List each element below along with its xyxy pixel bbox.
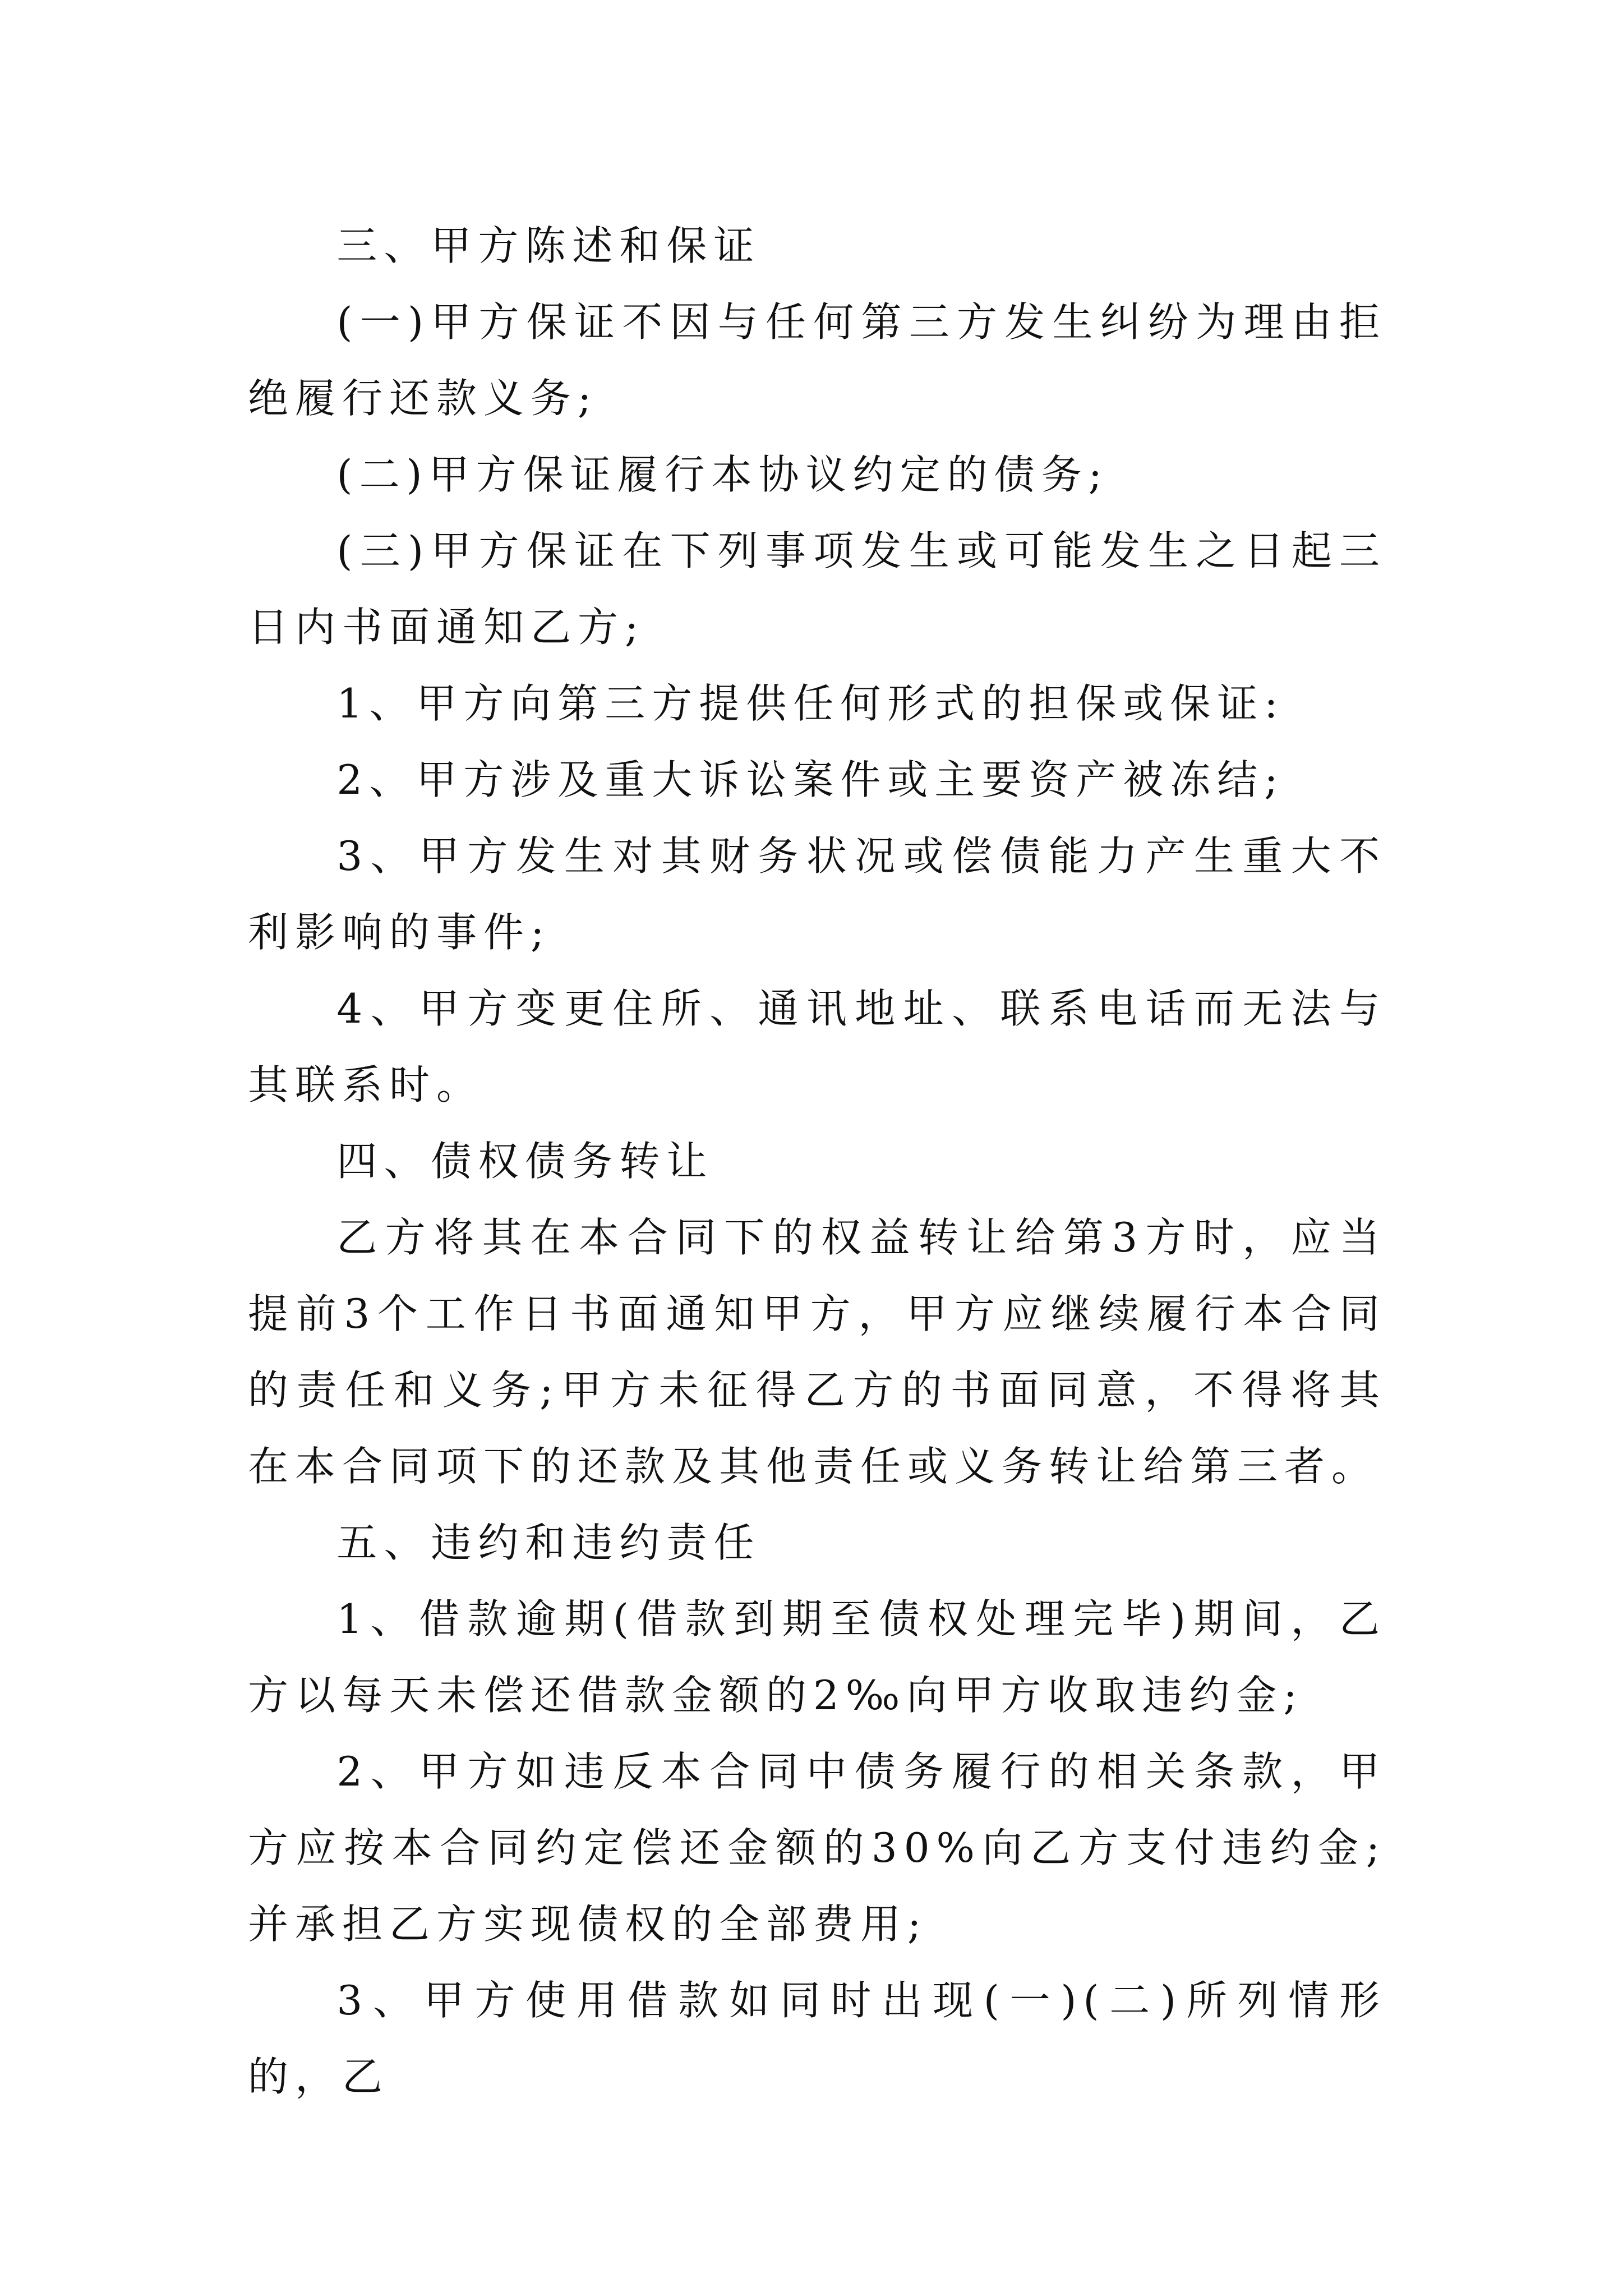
list-item: 4、甲方变更住所、通讯地址、联系电话而无法与其联系时。	[248, 985, 1386, 1108]
clause-paragraph: (三)甲方保证在下列事项发生或可能发生之日起三日内书面通知乙方;	[248, 527, 1386, 651]
clause-paragraph: (二)甲方保证履行本协议约定的债务;	[336, 451, 1109, 498]
list-item: 3、甲方发生对其财务状况或偿债能力产生重大不利影响的事件;	[248, 832, 1386, 956]
list-item: 1、借款逾期(借款到期至债权处理完毕)期间，乙方以每天未偿还借款金额的2‰向甲方收取违约金;	[248, 1595, 1386, 1719]
section-heading-5: 五、违约和违约责任	[336, 1519, 761, 1566]
clause-paragraph: 乙方将其在本合同下的权益转让给第3方时，应当提前3个工作日书面通知甲方，甲方应继续履行本合同的责任和义务;甲方未征得乙方的书面同意，不得将其在本合同项下的还款及其他责任或义务转让给第三者。	[248, 1214, 1386, 1490]
list-item: 1、甲方向第三方提供任何形式的担保或保证:	[336, 680, 1285, 727]
list-item: 2、甲方涉及重大诉讼案件或主要资产被冻结;	[336, 756, 1285, 803]
list-item: 2、甲方如违反本合同中债务履行的相关条款，甲方应按本合同约定偿还金额的30%向乙方支付违约金;并承担乙方实现债权的全部费用;	[248, 1748, 1386, 1948]
list-item: 3、甲方使用借款如同时出现(一)(二)所列情形的，乙	[248, 1977, 1386, 2100]
section-heading-4: 四、债权债务转让	[336, 1138, 714, 1185]
clause-paragraph: (一)甲方保证不因与任何第三方发生纠纷为理由拒绝履行还款义务;	[248, 298, 1386, 422]
document-body	[248, 208, 1386, 2115]
section-heading-3: 三、甲方陈述和保证	[336, 222, 761, 269]
